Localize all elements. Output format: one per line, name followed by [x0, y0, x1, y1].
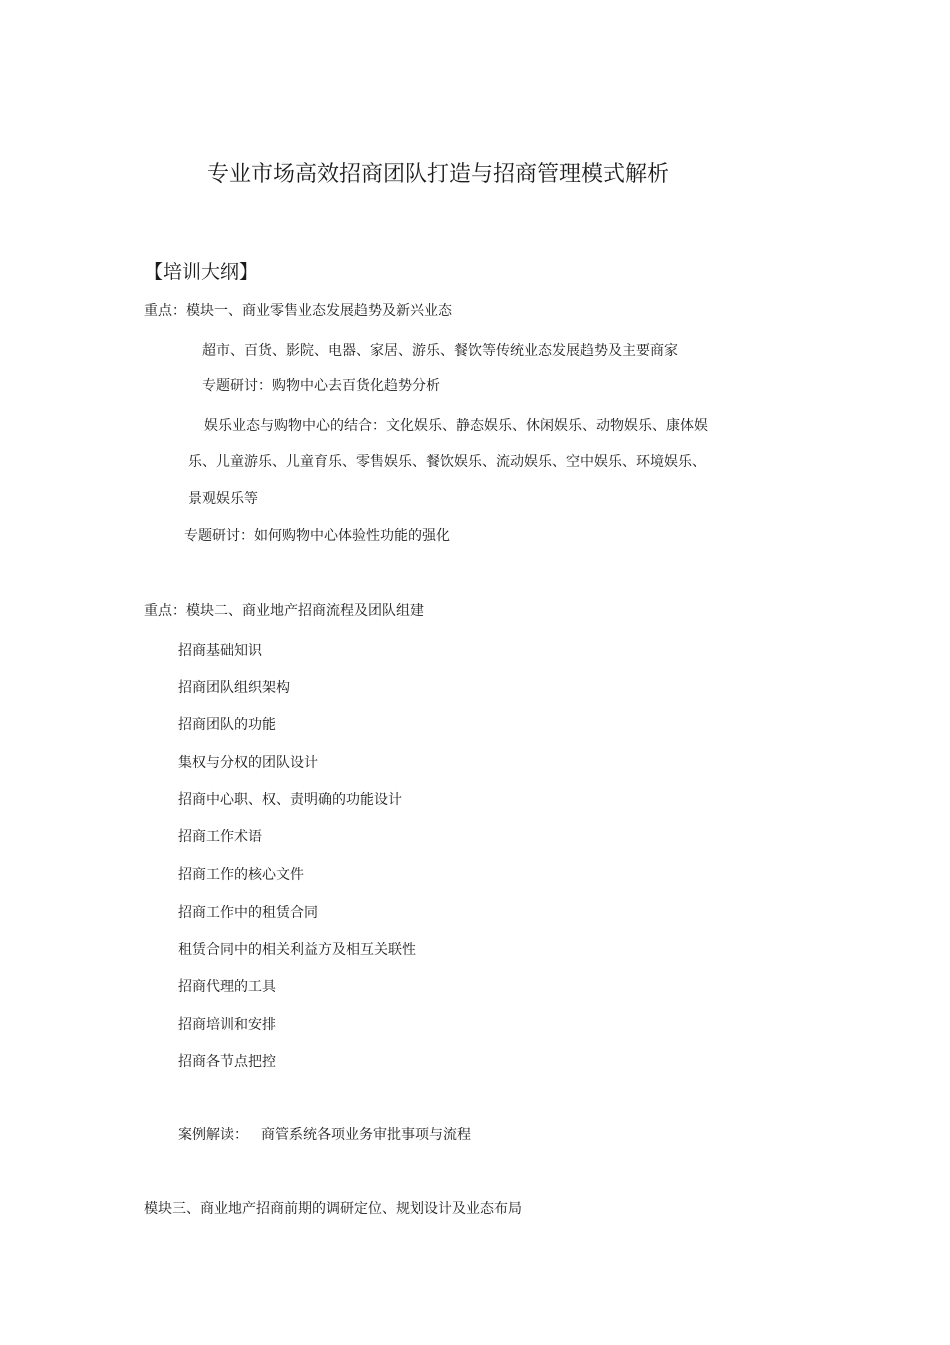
module2-item: 招商工作中的租赁合同 — [178, 905, 318, 921]
case-label: 案例解读： — [178, 1127, 248, 1143]
module2-item: 租赁合同中的相关利益方及相互关联性 — [178, 942, 416, 958]
module2-item: 招商培训和安排 — [178, 1017, 276, 1033]
module2-heading: 重点：模块二、商业地产招商流程及团队组建 — [144, 603, 424, 619]
case-text: 商管系统各项业务审批事项与流程 — [261, 1127, 471, 1143]
document-title: 专业市场高效招商团队打造与招商管理模式解析 — [207, 162, 670, 187]
module2-item: 招商团队的功能 — [178, 717, 276, 733]
module2-item: 招商团队组织架构 — [178, 680, 290, 696]
module2-item: 招商工作术语 — [178, 829, 262, 845]
module1-paragraph-line: 娱乐业态与购物中心的结合：文化娱乐、静态娱乐、休闲娱乐、动物娱乐、康体娱 — [204, 418, 708, 434]
module2-item: 招商各节点把控 — [178, 1054, 276, 1070]
module2-item: 集权与分权的团队设计 — [178, 755, 318, 771]
module1-heading: 重点：模块一、商业零售业态发展趋势及新兴业态 — [144, 303, 452, 319]
module2-item: 招商中心职、权、责明确的功能设计 — [178, 792, 402, 808]
module1-topic: 专题研讨：如何购物中心体验性功能的强化 — [184, 528, 450, 544]
module2-item: 招商基础知识 — [178, 643, 262, 659]
module1-line: 超市、百货、影院、电器、家居、游乐、餐饮等传统业态发展趋势及主要商家 — [202, 343, 678, 359]
outline-heading: 【培训大纲】 — [144, 261, 259, 283]
module2-item: 招商工作的核心文件 — [178, 867, 304, 883]
module3-heading: 模块三、商业地产招商前期的调研定位、规划设计及业态布局 — [144, 1201, 522, 1217]
module1-paragraph-line: 景观娱乐等 — [188, 491, 258, 507]
module2-item: 招商代理的工具 — [178, 979, 276, 995]
module1-topic: 专题研讨：购物中心去百货化趋势分析 — [202, 378, 440, 394]
module1-paragraph-line: 乐、儿童游乐、儿童育乐、零售娱乐、餐饮娱乐、流动娱乐、空中娱乐、环境娱乐、 — [188, 454, 706, 470]
